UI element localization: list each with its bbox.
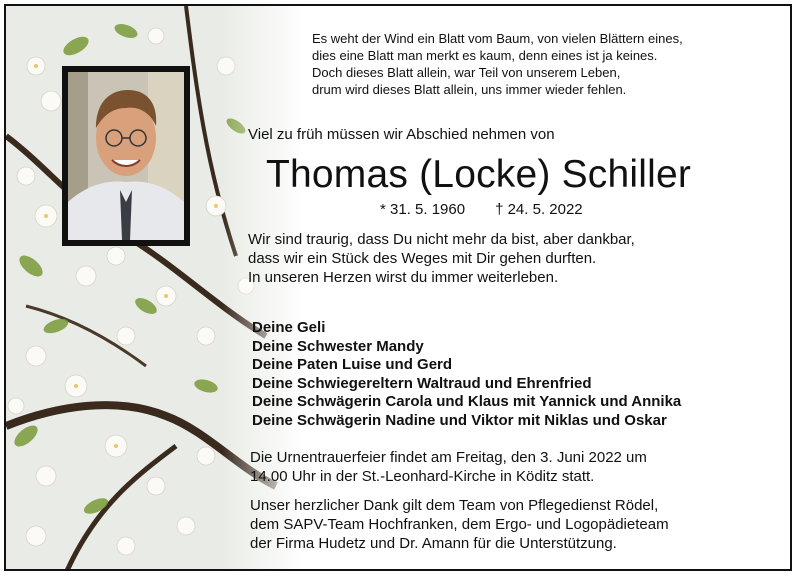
verse-line: drum wird dieses Blatt allein, uns immer wieder fehlen.	[312, 82, 627, 97]
obituary-notice	[4, 4, 792, 571]
birth-date: * 31. 5. 1960	[380, 201, 466, 218]
message-line: Wir sind traurig, dass Du nicht mehr da bist, aber dankbar,	[248, 231, 635, 248]
verse-line: dies eine Blatt man merkt es kaum, denn eines ist ja keines.	[312, 48, 658, 63]
message-line: In unseren Herzen wirst du immer weiterleben.	[248, 269, 559, 286]
verse-line: Es weht der Wind ein Blatt vom Baum, von vielen Blättern eines,	[312, 31, 683, 46]
thanks-line: Unser herzlicher Dank gilt dem Team von Pflegedienst Rödel,	[250, 497, 659, 514]
service-line: 14.00 Uhr in der St.-Leonhard-Kirche in Köditz statt.	[250, 468, 595, 485]
mourner-line: Deine Geli	[252, 319, 326, 336]
death-date: † 24. 5. 2022	[495, 201, 583, 218]
deceased-name: Thomas (Locke) Schiller	[266, 153, 692, 196]
memorial-verse	[312, 30, 772, 98]
message-line: dass wir ein Stück des Weges mit Dir gehen durften.	[248, 250, 597, 267]
acknowledgement	[250, 496, 750, 553]
verse-line: Doch dieses Blatt allein, war Teil von unserem Leben,	[312, 65, 621, 80]
life-dates	[380, 201, 583, 218]
thanks-line: dem SAPV-Team Hochfranken, dem Ergo- und Logopädieteam	[250, 516, 669, 533]
thanks-line: der Firma Hudetz und Dr. Amann für die Unterstützung.	[250, 535, 617, 552]
portrait-photo	[62, 66, 190, 246]
farewell-intro: Viel zu früh müssen wir Abschied nehmen von	[248, 126, 555, 143]
mourners-list	[252, 319, 681, 430]
mourner-line: Deine Schwester Mandy	[252, 337, 424, 355]
mourning-message	[248, 230, 635, 287]
service-line: Die Urnentrauerfeier findet am Freitag, den 3. Juni 2022 um	[250, 449, 647, 466]
mourner-line: Deine Schwägerin Carola und Klaus mit Yannick und Annika	[252, 393, 682, 410]
mourner-line: Deine Schwiegereltern Waltraud und Ehrenfried	[252, 374, 592, 392]
mourner-line: Deine Schwägerin Nadine und Viktor mit Niklas und Oskar	[252, 411, 667, 429]
mourner-line: Deine Paten Luise und Gerd	[252, 356, 453, 373]
funeral-service-info	[250, 448, 750, 486]
